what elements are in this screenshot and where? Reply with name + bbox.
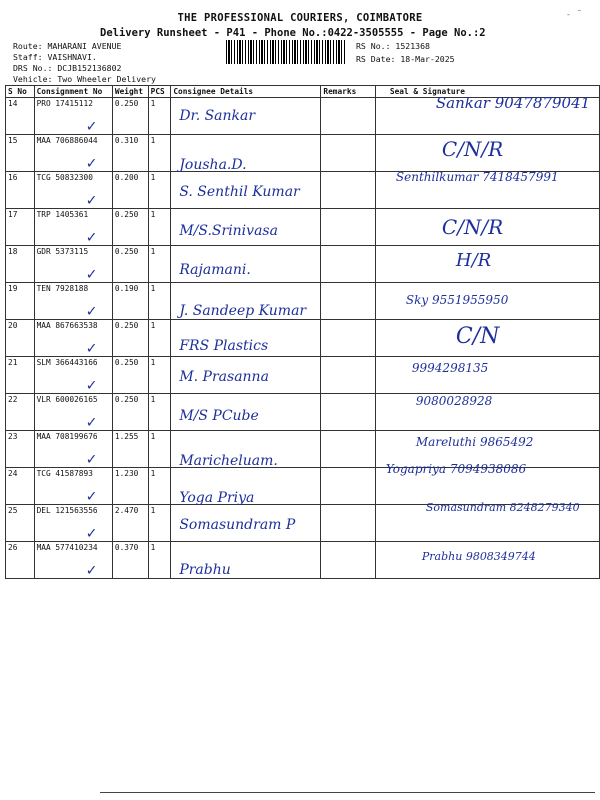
consignee-name: Maricheluam. xyxy=(179,453,278,469)
consignment-cell xyxy=(34,135,112,172)
consignment-number: MAA 867663538 xyxy=(36,321,98,330)
consignment-number: VLR 600026165 xyxy=(36,395,98,404)
rs-number: RS No.: 1521368 xyxy=(356,41,430,51)
sno-cell: 19 xyxy=(6,283,35,320)
signature-cell xyxy=(375,357,599,394)
weight-cell: 0.190 xyxy=(112,283,148,320)
signature-cell xyxy=(375,283,599,320)
sno-cell: 24 xyxy=(6,468,35,505)
col-remarks: Remarks xyxy=(321,86,375,98)
consignment-cell xyxy=(34,320,112,357)
pcs-cell: 1 xyxy=(148,542,171,579)
pcs-cell: 1 xyxy=(148,209,171,246)
signature: Prabhu 9808349744 xyxy=(421,550,536,563)
check-mark-icon: ✓ xyxy=(86,486,97,505)
sno-cell: 17 xyxy=(6,209,35,246)
consignee-cell xyxy=(171,209,321,246)
signature-cell xyxy=(375,246,599,283)
sno-cell: 14 xyxy=(6,98,35,135)
consignment-cell xyxy=(34,98,112,135)
pcs-cell: 1 xyxy=(148,394,171,431)
consignment-cell xyxy=(34,357,112,394)
consignee-name: Rajamani. xyxy=(179,262,251,278)
sno-cell: 21 xyxy=(6,357,35,394)
consignment-number: PRO 17415112 xyxy=(36,99,93,108)
consignment-number: MAA 708199676 xyxy=(36,432,98,441)
remarks-cell xyxy=(321,542,375,579)
consignment-cell xyxy=(34,468,112,505)
check-mark-icon: ✓ xyxy=(86,523,97,542)
pcs-cell: 1 xyxy=(148,320,171,357)
consignee-name: S. Senthil Kumar xyxy=(179,184,300,200)
consignee-cell xyxy=(171,542,321,579)
signature: C/N/R xyxy=(441,215,504,239)
consignee-cell xyxy=(171,468,321,505)
consignee-cell xyxy=(171,98,321,135)
consignee-name: M/S.Srinivasa xyxy=(179,223,278,239)
pcs-cell: 1 xyxy=(148,246,171,283)
remarks-cell xyxy=(321,283,375,320)
remarks-cell xyxy=(321,98,375,135)
check-mark-icon: ✓ xyxy=(86,116,97,135)
weight-cell: 0.250 xyxy=(112,394,148,431)
signature-cell xyxy=(375,209,599,246)
consignment-cell xyxy=(34,172,112,209)
weight-cell: 0.250 xyxy=(112,246,148,283)
remarks-cell xyxy=(321,357,375,394)
signature: C/N/R xyxy=(441,137,504,161)
pcs-cell: 1 xyxy=(148,98,171,135)
check-mark-icon: ✓ xyxy=(86,375,97,394)
col-signature: Seal & Signature xyxy=(375,86,599,98)
table-row xyxy=(6,505,600,542)
consignee-name: Prabhu xyxy=(179,562,231,578)
consignee-name: Somasundram P xyxy=(179,517,296,533)
pcs-cell: 1 xyxy=(148,468,171,505)
consignment-number: TCG 41587893 xyxy=(36,469,93,478)
consignee-cell xyxy=(171,357,321,394)
weight-cell: 1.255 xyxy=(112,431,148,468)
col-consignment: Consignment No xyxy=(34,86,112,98)
check-mark-icon: ✓ xyxy=(86,301,97,320)
check-mark-icon: ✓ xyxy=(86,190,97,209)
consignee-cell xyxy=(171,394,321,431)
signature-cell xyxy=(375,542,599,579)
remarks-cell xyxy=(321,172,375,209)
weight-cell: 0.250 xyxy=(112,209,148,246)
consignee-name: M. Prasanna xyxy=(179,369,269,385)
bottom-rule xyxy=(100,792,595,793)
consignment-number: DEL 121563556 xyxy=(36,506,98,515)
table-row xyxy=(6,468,600,505)
check-mark-icon: ✓ xyxy=(86,560,97,579)
signature: C/N xyxy=(455,324,500,349)
consignment-cell xyxy=(34,431,112,468)
consignment-cell xyxy=(34,283,112,320)
consignee-cell xyxy=(171,135,321,172)
weight-cell: 0.250 xyxy=(112,320,148,357)
consignment-cell xyxy=(34,394,112,431)
signature: H/R xyxy=(455,250,492,271)
table-row xyxy=(6,135,600,172)
sno-cell: 16 xyxy=(6,172,35,209)
signature: Somasundram 8248279340 xyxy=(425,501,580,514)
sno-cell: 25 xyxy=(6,505,35,542)
consignment-number: MAA 706886044 xyxy=(36,136,98,145)
consignee-cell xyxy=(171,283,321,320)
check-mark-icon: ✓ xyxy=(86,338,97,357)
consignee-name: FRS Plastics xyxy=(179,338,269,354)
signature-cell xyxy=(375,94,599,135)
consignment-number: GDR 5373115 xyxy=(36,247,89,256)
col-consignee: Consignee Details xyxy=(171,86,321,98)
pcs-cell: 1 xyxy=(148,135,171,172)
route-text: Route: MAHARANI AVENUE xyxy=(13,41,122,51)
consignment-number: MAA 577410234 xyxy=(36,543,98,552)
remarks-cell xyxy=(321,135,375,172)
consignee-name: Dr. Sankar xyxy=(179,108,256,124)
company-title: THE PROFESSIONAL COURIERS, COIMBATORE xyxy=(177,12,423,24)
consignment-cell xyxy=(34,542,112,579)
signature: 9080028928 xyxy=(415,394,493,408)
table-row xyxy=(6,283,600,320)
signature-cell xyxy=(375,462,599,505)
col-sno: S No xyxy=(6,86,35,98)
sno-cell: 20 xyxy=(6,320,35,357)
signature-cell xyxy=(375,172,599,209)
pcs-cell: 1 xyxy=(148,172,171,209)
remarks-cell xyxy=(321,505,375,542)
signature: Sky 9551955950 xyxy=(405,293,509,307)
signature-cell xyxy=(375,135,599,172)
remarks-cell xyxy=(321,246,375,283)
consignment-number: TRP 1405361 xyxy=(36,210,89,219)
weight-cell: 1.230 xyxy=(112,468,148,505)
sno-cell: 18 xyxy=(6,246,35,283)
signature-cell xyxy=(375,394,599,431)
consignee-name: Yoga Priya xyxy=(179,490,255,506)
weight-cell: 0.370 xyxy=(112,542,148,579)
consignee-cell xyxy=(171,320,321,357)
consignment-cell xyxy=(34,246,112,283)
remarks-cell xyxy=(321,320,375,357)
check-mark-icon: ✓ xyxy=(86,227,97,246)
remarks-cell xyxy=(321,468,375,505)
check-mark-icon: ✓ xyxy=(86,449,97,468)
weight-cell: 2.470 xyxy=(112,505,148,542)
col-weight: Weight xyxy=(112,86,148,98)
pcs-cell: 1 xyxy=(148,357,171,394)
check-mark-icon: ✓ xyxy=(86,412,97,431)
table-row xyxy=(6,542,600,579)
vehicle-text: Vehicle: Two Wheeler Delivery xyxy=(13,74,156,84)
consignee-name: J. Sandeep Kumar xyxy=(179,303,307,319)
check-mark-icon: ✓ xyxy=(86,264,97,283)
table-row xyxy=(6,209,600,246)
staff-text: Staff: VAISHNAVI. xyxy=(13,52,97,62)
sno-cell: 26 xyxy=(6,542,35,579)
table-row xyxy=(6,98,600,135)
consignment-number: SLM 366443166 xyxy=(36,358,98,367)
weight-cell: 0.200 xyxy=(112,172,148,209)
weight-cell: 0.250 xyxy=(112,357,148,394)
signature: Yogapriya 7094938086 xyxy=(385,462,527,476)
sno-cell: 23 xyxy=(6,431,35,468)
table-row xyxy=(6,246,600,283)
signature: Sankar 9047879041 xyxy=(435,94,591,112)
runsheet-title: Delivery Runsheet - P41 - Phone No.:0422-3505555 - Page No.:2 xyxy=(100,27,486,39)
pcs-cell: 1 xyxy=(148,283,171,320)
table-row xyxy=(6,357,600,394)
consignment-number: TEN 7928188 xyxy=(36,284,89,293)
signature-cell xyxy=(375,501,599,542)
remarks-cell xyxy=(321,209,375,246)
consignment-cell xyxy=(34,209,112,246)
sno-cell: 15 xyxy=(6,135,35,172)
signature: Mareluthi 9865492 xyxy=(415,435,534,449)
consignment-cell xyxy=(34,505,112,542)
sno-cell: 22 xyxy=(6,394,35,431)
consignee-name: M/S PCube xyxy=(179,408,259,424)
table-row xyxy=(6,394,600,431)
pcs-cell: 1 xyxy=(148,505,171,542)
barcode-image xyxy=(226,40,346,64)
signature: Senthilkumar 7418457991 xyxy=(395,170,559,184)
corner-mark: - ˜ xyxy=(565,10,582,20)
consignee-cell xyxy=(171,505,321,542)
table-row xyxy=(6,320,600,357)
consignment-number: TCG 50832300 xyxy=(36,173,93,182)
remarks-cell xyxy=(321,431,375,468)
signature: 9994298135 xyxy=(411,361,489,375)
signature-cell xyxy=(375,320,599,357)
pcs-cell: 1 xyxy=(148,431,171,468)
consignee-cell xyxy=(171,172,321,209)
col-pcs: PCS xyxy=(148,86,171,98)
check-mark-icon: ✓ xyxy=(86,153,97,172)
weight-cell: 0.250 xyxy=(112,98,148,135)
consignee-cell xyxy=(171,246,321,283)
table-row xyxy=(6,172,600,209)
remarks-cell xyxy=(321,394,375,431)
consignee-cell xyxy=(171,431,321,468)
drs-text: DRS No.: DCJB152136802 xyxy=(13,63,122,73)
weight-cell: 0.310 xyxy=(112,135,148,172)
runsheet-table xyxy=(5,85,600,579)
consignee-name: Jousha.D. xyxy=(179,157,247,173)
rs-date: RS Date: 18-Mar-2025 xyxy=(356,54,455,64)
